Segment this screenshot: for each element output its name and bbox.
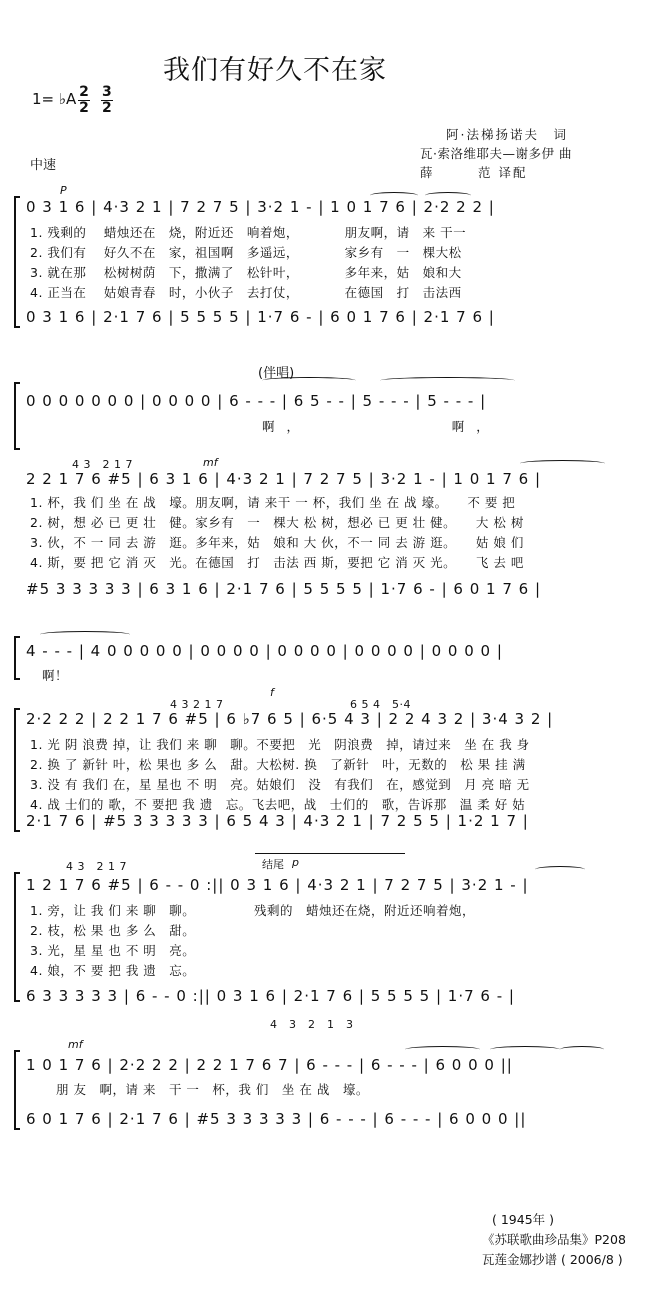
accompaniment-label: (伴唱) bbox=[258, 366, 295, 381]
tie bbox=[405, 1046, 480, 1053]
system-5-bass: 6 0 1 7 6 | 2·1 7 6 | #5 3 3 3 3 3 | 6 - - - | 6 - - - | 6 0 0 0 || bbox=[26, 1110, 527, 1128]
time-signature: $\frac{2}{2}$ $\frac{3}{2}$ bbox=[79, 84, 112, 116]
song-title: 我们有好久不在家 bbox=[163, 55, 387, 86]
system-4-lyric-1: 1. 旁，让 我 们 来 聊 聊。 残剩的 蜡烛还在烧，附近还响着炮， bbox=[30, 903, 476, 918]
system-4-upper-notes: 4 3 2 1 7 bbox=[66, 860, 127, 873]
system-3-choir-lyric: 啊！ bbox=[42, 668, 69, 683]
system-3-lyric-1: 1. 光 阴 浪费 掉，让 我们 来 聊 聊。不要把 光 阴浪费 掉，请过来 坐 在 我 身 bbox=[30, 737, 530, 752]
translator-credit: 薛 范 译配 bbox=[420, 165, 528, 180]
system-2-choir-lyric: 啊， 啊， bbox=[262, 419, 501, 434]
system-4-lyric-4: 4. 娘，不 要 把 我 遗 忘。 bbox=[30, 963, 196, 978]
system-2-upper-bracket bbox=[14, 382, 16, 450]
system-1-bracket bbox=[14, 196, 16, 328]
dynamic-mf: mf bbox=[203, 456, 218, 469]
system-4-bass: 6 3 3 3 3 3 | 6 - - 0 :|| 0 3 1 6 | 2·1 7 6 | 5 5 5 5 | 1·7 6 - | bbox=[26, 987, 515, 1005]
system-4-lyric-3: 3. 光，星 星 也 不 明 亮。 bbox=[30, 943, 196, 958]
dynamic-mf-2: mf bbox=[68, 1038, 83, 1051]
system-4-lyric-2: 2. 枝，松 果 也 多 么 甜。 bbox=[30, 923, 196, 938]
tie bbox=[40, 631, 130, 638]
system-3-bracket bbox=[14, 708, 16, 832]
tie bbox=[560, 1046, 604, 1053]
system-4-melody: 1 2 1 7 6 #5 | 6 - - 0 :|| 0 3 1 6 | 4·3 2 1 | 7 2 7 5 | 3·2 1 - | bbox=[26, 876, 529, 894]
tie bbox=[490, 1046, 560, 1053]
system-4-bracket bbox=[14, 872, 16, 1002]
system-1-lyric-4: 4. 正当在 姑娘青春 时，小伙子 去打仗， 在德国 打 击法西 bbox=[30, 285, 462, 300]
system-2-lyric-1: 1. 杯，我 们 坐 在 战 壕。朋友啊，请 来干 一 杯，我们 坐 在 战 壕。 不 要 把 bbox=[30, 495, 516, 510]
system-1-bass: 0 3 1 6 | 2·1 7 6 | 5 5 5 5 | 1·7 6 - | 6 0 1 7 6 | 2·1 7 6 | bbox=[26, 308, 495, 326]
source-reference: 《苏联歌曲珍品集》P208 bbox=[482, 1232, 626, 1247]
tie bbox=[520, 460, 605, 467]
system-5-upper-notes: 4 3 2 1 3 bbox=[270, 1018, 354, 1031]
system-2-upper-notes: 4 3 2 1 7 bbox=[72, 458, 133, 471]
system-3-upper-notes: 4 3 2 1 7 6 5 4 5·4 bbox=[170, 698, 411, 711]
composer-credit: 瓦·索洛维耶夫—谢多伊 曲 bbox=[420, 146, 572, 161]
coda-label: 结尾 bbox=[262, 858, 284, 871]
dynamic-coda-p: p bbox=[292, 856, 299, 869]
composition-year: ( 1945年 ) bbox=[492, 1212, 555, 1227]
system-3-lyric-4: 4. 战 士们的 歌，不 要把 我 遗 忘。飞去吧，战 士们的 歌，告诉那 温 柔 好 姑 bbox=[30, 797, 526, 812]
system-5-lyric: 朋 友 啊，请 来 干 一 杯，我 们 坐 在 战 壕。 bbox=[30, 1082, 369, 1097]
system-2-lyric-4: 4. 斯，要 把 它 消 灭 光。在德国 打 击法 西 斯，要把 它 消 灭 光。 飞 去 吧 bbox=[30, 555, 524, 570]
lyricist-credit: 阿·法梯扬诺夫 词 bbox=[446, 127, 568, 142]
system-1-lyric-3: 3. 就在那 松树树荫 下，撒满了 松针叶， 多年来，姑 娘和大 bbox=[30, 265, 462, 280]
system-3-choir-line: 4 - - - | 4 0 0 0 0 0 | 0 0 0 0 | 0 0 0 0 | 0 0 0 0 | 0 0 0 0 | bbox=[26, 642, 503, 660]
system-3-melody: 2·2 2 2 | 2 2 1 7 6 #5 | 6 ♭7 6 5 | 6·5 4 3 | 2 2 4 3 2 | 3·4 3 2 | bbox=[26, 710, 554, 728]
system-3-bass: 2·1 7 6 | #5 3 3 3 3 3 | 6 5 4 3 | 4·3 2 1 | 7 2 5 5 | 1·2 1 7 | bbox=[26, 812, 529, 830]
system-5-melody: 1 0 1 7 6 | 2·2 2 2 | 2 2 1 7 6 7 | 6 - - - | 6 - - - | 6 0 0 0 || bbox=[26, 1056, 513, 1074]
system-2-lyric-2: 2. 树，想 必 已 更 壮 健。家乡有 一 棵大 松 树，想必 已 更 壮 健。 大 松 树 bbox=[30, 515, 524, 530]
tie bbox=[535, 866, 585, 873]
system-1-melody: 0 3 1 6 | 4·3 2 1 | 7 2 7 5 | 3·2 1 - | 1 0 1 7 6 | 2·2 2 2 | bbox=[26, 198, 495, 216]
coda-line bbox=[255, 853, 405, 854]
tie bbox=[380, 377, 515, 384]
tie bbox=[262, 377, 356, 384]
system-2-choir-line: 0 0 0 0 0 0 0 | 0 0 0 0 | 6 - - - | 6 5 - - | 5 - - - | 5 - - - | bbox=[26, 392, 487, 410]
system-3-lyric-3: 3. 没 有 我们 在，星 星也 不 明 亮。姑娘们 没 有我们 在，感觉到 月 亮 暗 无 bbox=[30, 777, 530, 792]
dynamic-f: f bbox=[270, 686, 274, 699]
system-3-lyric-2: 2. 换 了 新针 叶，松 果也 多 么 甜。大松树. 换 了新针 叶，无数的 松 果 挂 满 bbox=[30, 757, 526, 772]
system-2-lyric-3: 3. 伙，不 一 同 去 游 逛。多年来，姑 娘和 大 伙，不一 同 去 游 逛。 姑 娘 们 bbox=[30, 535, 524, 550]
tempo-marking: 中速 bbox=[30, 158, 57, 173]
system-1-lyric-2: 2. 我们有 好久不在 家，祖国啊 多遥远， 家乡有 一 棵大松 bbox=[30, 245, 462, 260]
dynamic-p: P bbox=[60, 184, 67, 197]
system-2-melody: 2 2 1 7 6 #5 | 6 3 1 6 | 4·3 2 1 | 7 2 7 5 | 3·2 1 - | 1 0 1 7 6 | bbox=[26, 470, 542, 488]
system-3-upper-bracket bbox=[14, 636, 16, 680]
system-1-lyric-1: 1. 残剩的 蜡烛还在 烧，附近还 响着炮， 朋友啊，请 来 干一 bbox=[30, 225, 467, 240]
key-signature: 1= ♭A bbox=[32, 90, 77, 108]
system-5-bracket bbox=[14, 1050, 16, 1130]
copyist-note: 瓦莲金娜抄谱 ( 2006/8 ) bbox=[482, 1252, 623, 1267]
system-2-bass: #5 3 3 3 3 3 | 6 3 1 6 | 2·1 7 6 | 5 5 5 5 | 1·7 6 - | 6 0 1 7 6 | bbox=[26, 580, 542, 598]
